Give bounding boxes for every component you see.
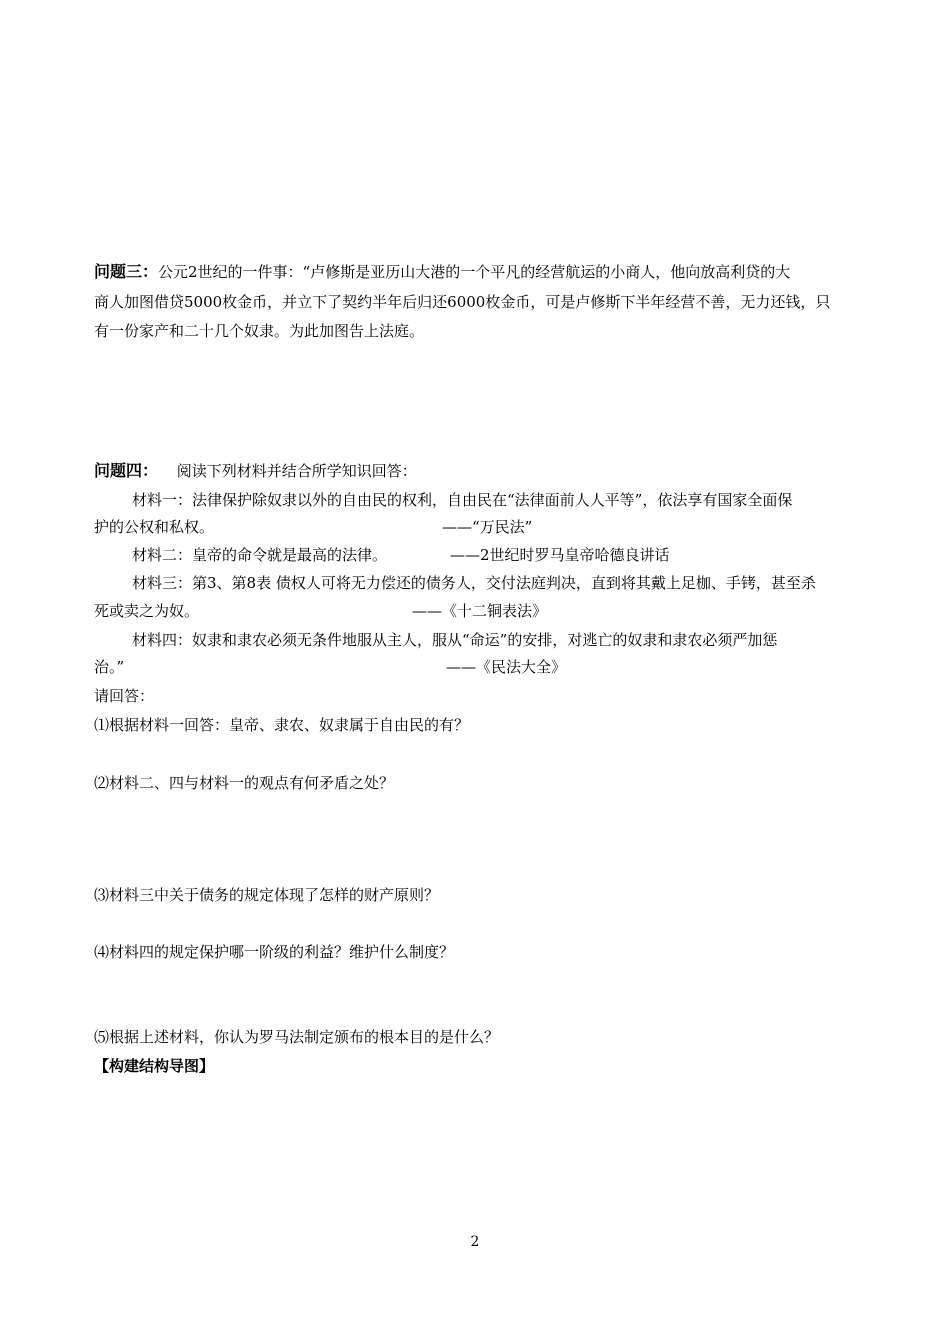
question-2: ⑵材料二、四与材料一的观点有何矛盾之处？ <box>94 774 395 792</box>
material-3-source: ——《十二铜表法》 <box>412 602 548 620</box>
q3-label: 问题三： <box>94 262 159 281</box>
material-2-line <box>132 545 832 565</box>
page-number: 2 <box>470 1234 480 1250</box>
answer-prompt: 请回答： <box>94 687 155 705</box>
question-1: ⑴根据材料一回答：皇帝、隶农、奴隶属于自由民的有？ <box>94 716 470 734</box>
material-3-line-2 <box>94 601 854 621</box>
material-1-line-1: 材料一：法律保护除奴隶以外的自由民的权利，自由民在“法律面前人人平等”，依法享有国家全面保 <box>132 491 793 509</box>
material-4-line-1: 材料四：奴隶和隶农必须无条件地服从主人，服从“命运”的安排，对逃亡的奴隶和隶农必须严加惩 <box>132 631 778 649</box>
material-3-line-1: 材料三：第3、第8表 债权人可将无力偿还的债务人，交付法庭判决，直到将其戴上足枷、手铐，甚至杀 <box>132 574 816 592</box>
material-1-line-2 <box>94 517 854 537</box>
q4-intro: 阅读下列材料并结合所学知识回答： <box>176 462 417 480</box>
material-3-text-2: 死或卖之为奴。 <box>94 602 200 620</box>
question-4: ⑷材料四的规定保护哪一阶级的利益？维护什么制度？ <box>94 943 455 961</box>
q4-label: 问题四： <box>94 461 159 480</box>
material-2-text: 材料二：皇帝的命令就是最高的法律。 <box>132 546 388 564</box>
material-1-source: ——“万民法” <box>442 518 533 536</box>
section-heading: 【构建结构导图】 <box>94 1057 215 1075</box>
q4-header <box>94 461 417 481</box>
q3-line-1 <box>94 262 790 282</box>
material-4-line-2 <box>94 657 854 677</box>
q3-line-3: 有一份家产和二十几个奴隶。为此加图告上法庭。 <box>94 322 425 340</box>
question-5: ⑸根据上述材料，你认为罗马法制定颁布的根本目的是什么？ <box>94 1028 500 1046</box>
q3-text-1: 公元2世纪的一件事：“卢修斯是亚历山大港的一个平凡的经营航运的小商人，他向放高利贷的大 <box>158 263 791 281</box>
material-1-text-2: 护的公权和私权。 <box>94 518 215 536</box>
question-3: ⑶材料三中关于债务的规定体现了怎样的财产原则？ <box>94 886 440 904</box>
material-4-text-2: 治。” <box>94 658 125 676</box>
q3-line-2: 商人加图借贷5000枚金币，并立下了契约半年后归还6000枚金币，可是卢修斯下半年经营不善，无力还钱，只 <box>94 293 831 311</box>
material-2-source: ——2世纪时罗马皇帝哈德良讲话 <box>450 546 670 564</box>
material-4-source: ——《民法大全》 <box>446 658 567 676</box>
